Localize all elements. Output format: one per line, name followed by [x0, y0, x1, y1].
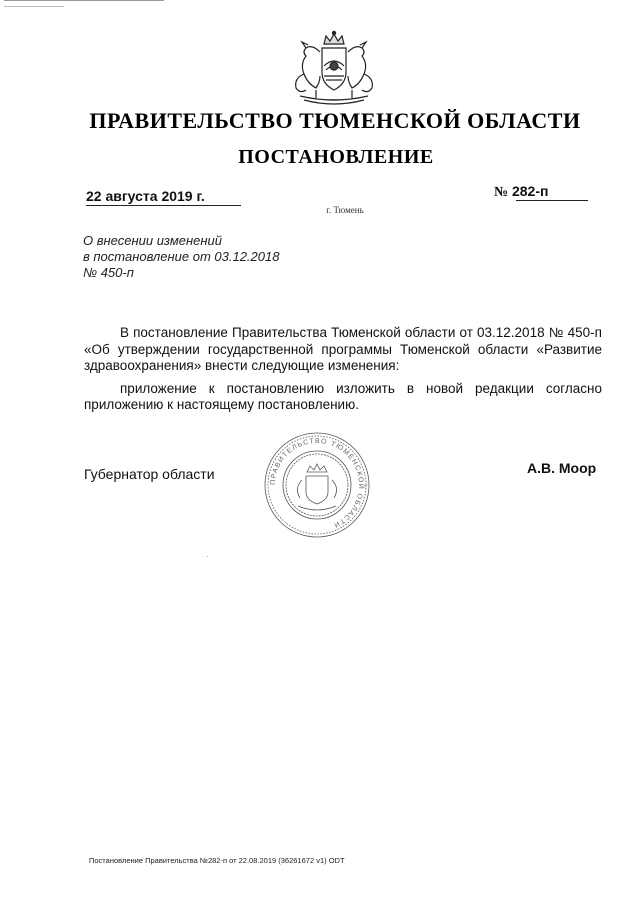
city-label: г. Тюмень [326, 205, 364, 215]
document-body [84, 325, 602, 414]
signatory-name: А.В. Моор [527, 460, 597, 476]
document-subject [83, 233, 343, 281]
subject-line: в постановление от 03.12.2018 [83, 249, 280, 264]
scan-dot [207, 556, 208, 557]
body-paragraph: В постановление Правительства Тюменской области от 03.12.2018 № 450-п «Об утверждении государственной программы Тюменской области «Развитие здравоохранения» внести следующие изменения: [84, 325, 602, 373]
signatory-role: Губернатор области [84, 466, 215, 482]
number-sign: № [494, 185, 509, 200]
body-paragraph: приложение к постановлению изложить в новой редакции согласно приложению к настоящему постановлению. [84, 380, 602, 412]
date-value: 22 августа 2019 г. [86, 188, 205, 204]
document-date [86, 188, 205, 206]
document-number [494, 183, 548, 201]
scan-artifact-line [4, 6, 64, 7]
document-footer: Постановление Правительства №282-п от 22.08.2019 (36261672 v1) ODT [89, 856, 345, 865]
official-seal-icon [262, 430, 372, 540]
organization-title: ПРАВИТЕЛЬСТВО ТЮМЕНСКОЙ ОБЛАСТИ [89, 108, 581, 133]
subject-line: О внесении изменений [83, 233, 222, 248]
number-underline [516, 200, 588, 201]
number-value: 282-п [511, 183, 549, 199]
svg-text:ПРАВИТЕЛЬСТВО ТЮМЕНСКОЙ ОБЛАСТ: ПРАВИТЕЛЬСТВО ТЮМЕНСКОЙ ОБЛАСТИ [269, 437, 365, 529]
document-type-heading: ПОСТАНОВЛЕНИЕ [238, 146, 434, 168]
coat-of-arms-icon [286, 30, 382, 108]
scan-artifact-line [4, 0, 164, 1]
subject-line: № 450-п [83, 265, 134, 280]
